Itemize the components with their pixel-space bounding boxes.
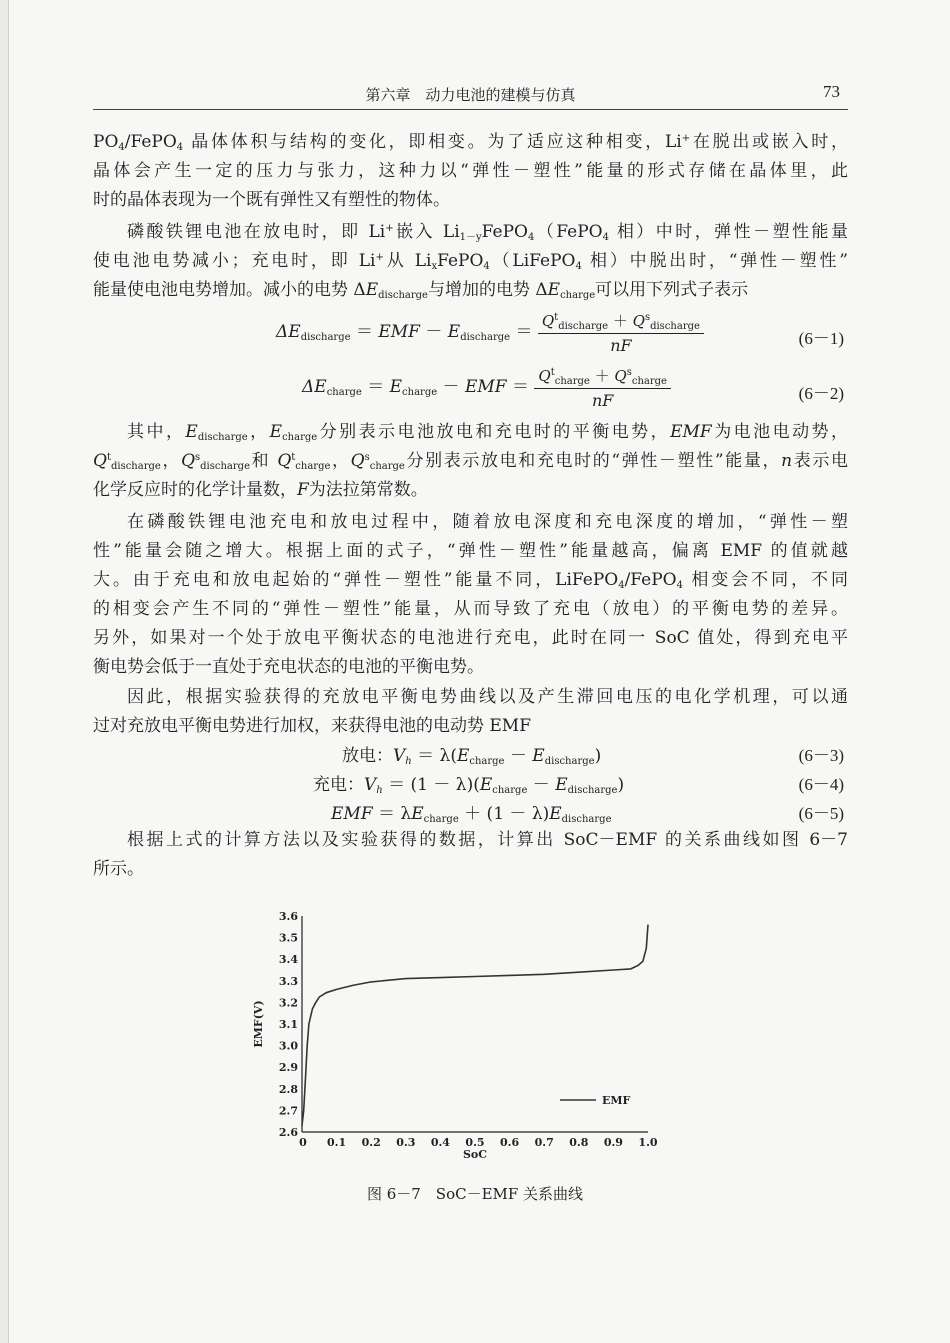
y-tick-label: 3.3 xyxy=(278,974,298,988)
fraction: $\frac{Q^t_{charge} + Q^s_{charge}}{nF}$ xyxy=(534,365,671,410)
x-tick-label: 1.0 xyxy=(638,1136,658,1149)
text-line: 时的晶体表现为一个既有弹性又有塑性的物体。 xyxy=(93,190,450,210)
paragraph-3 xyxy=(93,418,848,505)
equation-number: (6－1) xyxy=(798,329,844,348)
text-line: 另外，如果对一个处于放电平衡状态的电池进行充电，此时在同一 SoC 值处，得到充电平 xyxy=(93,628,848,648)
soc-emf-chart xyxy=(240,900,680,1170)
text-line: 过对充放电平衡电势进行加权，来获得电池的电动势 EMF xyxy=(93,716,532,736)
y-tick-label: 3.4 xyxy=(278,953,298,967)
x-tick-label: 0.2 xyxy=(361,1136,381,1149)
y-tick-label: 3.1 xyxy=(278,1018,298,1031)
x-tick-label: 0.1 xyxy=(327,1136,347,1149)
header-rule xyxy=(93,109,848,110)
y-tick-label: 2.8 xyxy=(278,1082,298,1096)
text-line: 根据上式的计算方法以及实验获得的数据，计算出 SoC－EMF 的关系曲线如图 6－7 xyxy=(127,830,848,850)
text-line: 能量使电池电势增加。减小的电势 $\Delta E_{discharge}$与增加的电势 $\Delta E_{charge}$可以用下列式子表示 xyxy=(93,280,749,301)
x-tick-label: 0.3 xyxy=(396,1136,416,1149)
page-number: 73 xyxy=(823,82,840,101)
paragraph-1 xyxy=(93,128,848,215)
text-line: 性”能量会随之增大。根据上面的式子，“弹性－塑性”能量越高，偏离 EMF 的值就越 xyxy=(93,541,848,561)
equation-6-4: 充电：$V_h = (1 - \lambda)(E_{charge} - E_{discharge})$ xyxy=(313,775,625,796)
x-tick-label: 0.5 xyxy=(465,1136,485,1149)
y-tick-label: 2.7 xyxy=(278,1104,298,1118)
x-tick-label: 0.6 xyxy=(500,1136,520,1149)
text-line: $Q^t_{discharge}$，$Q^s_{discharge}$和 $Q^t_{charge}$，$Q^s_{charge}$分别表示放电和充电时的“弹性－塑性”能量，n表示电 xyxy=(93,451,849,472)
text-line: 使电池电势减小；充电时，即 Li+从 $Li_xFePO_4(LiFePO_4$ 相）中脱出时，“弹性－塑性” xyxy=(93,251,848,272)
y-tick-label: 3.6 xyxy=(278,910,298,923)
fraction: $\frac{Q^t_{discharge} + Q^s_{discharge}}{nF}$ xyxy=(538,310,704,355)
x-tick-label: 0.4 xyxy=(430,1136,450,1149)
equation-number: (6－2) xyxy=(798,384,844,403)
x-tick-label: 0 xyxy=(299,1136,307,1149)
text-line: 在磷酸铁锂电池充电和放电过程中，随着放电深度和充电深度的增加，“弹性－塑 xyxy=(127,512,848,532)
equation-6-1: $\Delta E_{discharge}$ ＝ EMF － $E_{discharge}$ ＝ $\frac{Q^t_{discharge} + Q^s_{discharge}}{nF}$ xyxy=(276,310,704,355)
text-line: 因此，根据实验获得的充放电平衡电势曲线以及产生滞回电压的电化学机理，可以通 xyxy=(127,687,848,707)
equation-6-3: 放电：$V_h = \lambda(E_{charge} - E_{discharge})$ xyxy=(342,746,602,767)
paragraph-4 xyxy=(93,508,848,682)
y-tick-label: 2.6 xyxy=(278,1126,298,1139)
y-axis-label: EMF(V) xyxy=(252,1000,265,1048)
paragraph-2 xyxy=(93,218,848,305)
y-tick-label: 3.0 xyxy=(278,1039,298,1053)
x-axis-label: SoC xyxy=(462,1148,488,1161)
running-header xyxy=(93,82,848,108)
legend-label: EMF xyxy=(602,1094,631,1107)
text-line: 化学反应时的化学计量数，F为法拉第常数。 xyxy=(93,480,428,500)
paragraph-6 xyxy=(93,826,848,884)
y-tick-label: 2.9 xyxy=(278,1061,298,1075)
paragraph-5 xyxy=(93,683,848,741)
equation-number: (6－4) xyxy=(798,775,844,794)
emf-series-line xyxy=(302,925,648,1126)
page-edge-shadow xyxy=(0,0,8,1343)
x-tick-label: 0.9 xyxy=(603,1136,623,1149)
y-tick-label: 3.5 xyxy=(278,931,298,945)
text-line: 其中，$E_{discharge}$，$E_{charge}$分别表示电池放电和充电时的平衡电势，EMF为电池电动势， xyxy=(127,422,849,443)
text-line: 磷酸铁锂电池在放电时，即 Li+嵌入 $Li_{1-y}FePO_4(FePO_4$ 相）中时，弹性－塑性能量 xyxy=(127,222,848,243)
figure-caption: 图 6－7 SoC－EMF 关系曲线 xyxy=(366,1185,584,1203)
x-tick-label: 0.7 xyxy=(534,1136,554,1149)
chapter-title: 第六章 动力电池的建模与仿真 xyxy=(365,86,576,104)
x-tick-label: 0.8 xyxy=(569,1136,589,1149)
equation-6-5: EMF ＝ $\lambda E_{charge} + (1 - \lambda)E_{discharge}$ xyxy=(331,804,612,825)
equation-number: (6－3) xyxy=(798,746,844,765)
y-tick-label: 3.2 xyxy=(278,996,298,1010)
equation-number: (6－5) xyxy=(798,804,844,823)
equation-6-2: $\Delta E_{charge} = E_{charge}$ － EMF ＝ $\frac{Q^t_{charge} + Q^s_{charge}}{nF}$ xyxy=(302,365,671,410)
text-line: 大。由于充电和放电起始的“弹性－塑性”能量不同，LiFePO$_4$/FePO$_4$ 相变会不同，不同 xyxy=(93,570,848,591)
text-line: 的相变会产生不同的“弹性－塑性”能量，从而导致了充电（放电）的平衡电势的差异。 xyxy=(93,599,848,619)
text-line: $PO_4/FePO_4$ 晶体体积与结构的变化，即相变。为了适应这种相变，Li+在脱出或嵌入时， xyxy=(93,132,848,153)
text-line: 所示。 xyxy=(93,859,144,879)
text-line: 衡电势会低于一直处于充电状态的电池的平衡电势。 xyxy=(93,657,484,677)
text-line: 晶体会产生一定的压力与张力，这种力以“弹性－塑性”能量的形式存储在晶体里，此 xyxy=(93,161,848,181)
page-binding-line xyxy=(8,0,9,1343)
